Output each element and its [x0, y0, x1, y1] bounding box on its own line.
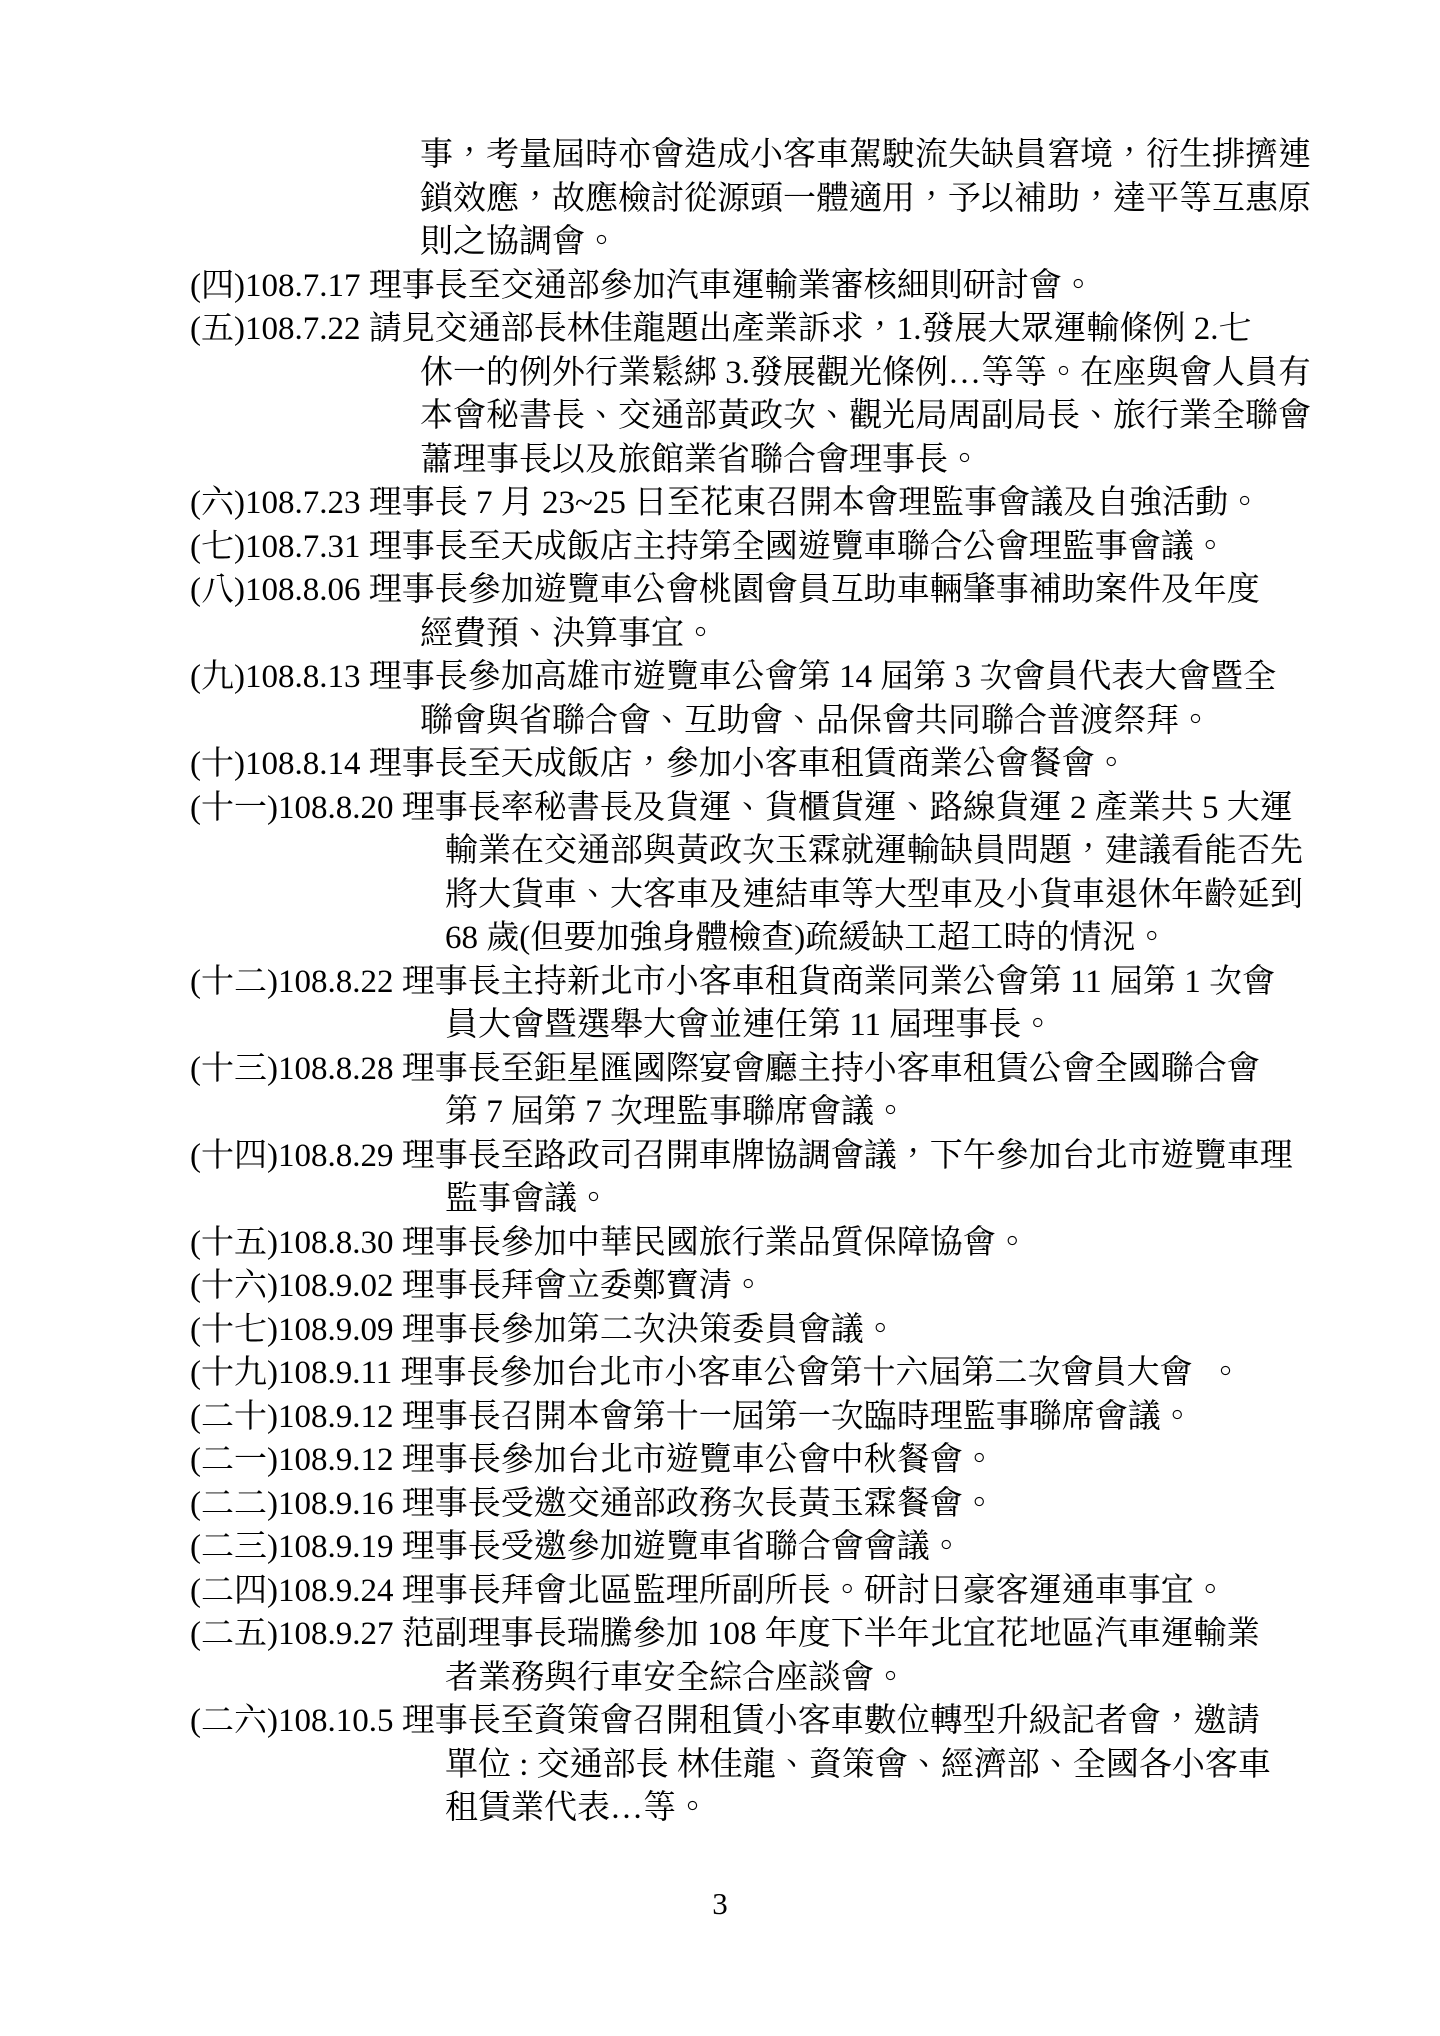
document-line: 經費預、決算事宜。 — [420, 615, 717, 652]
document-line: 單位 : 交通部長 林佳龍、資策會、經濟部、全國各小客車 — [445, 1746, 1271, 1783]
document-line: (十六)108.9.02 理事長拜會立委鄭寶清。 — [190, 1268, 765, 1304]
document-line: 輸業在交通部與黃政次玉霖就運輸缺員問題，建議看能否先 — [445, 833, 1303, 869]
document-line: (十二)108.8.22 理事長主持新北市小客車租貨商業同業公會第 11 屆第 1 次會 — [190, 963, 1276, 1000]
document-line: (十七)108.9.09 理事長參加第二次決策委員會議。 — [190, 1311, 897, 1348]
document-line: 租賃業代表…等。 — [445, 1790, 709, 1826]
document-line: 鎖效應，故應檢討從源頭一體適用，予以補助，達平等互惠原 — [420, 180, 1311, 217]
document-line: (二六)108.10.5 理事長至資策會召開租賃小客車數位轉型升級記者會，邀請 — [190, 1703, 1260, 1739]
document-line: (七)108.7.31 理事長至天成飯店主持第全國遊覽車聯合公會理監事會議。 — [190, 528, 1227, 565]
document-line: (二三)108.9.19 理事長受邀參加遊覽車省聯合會會議。 — [190, 1529, 963, 1565]
document-body — [0, 134, 1440, 1831]
document-line: 休一的例外行業鬆綁 3.發展觀光條例…等等。在座與會人員有 — [420, 354, 1311, 391]
document-line: (十)108.8.14 理事長至天成飯店，參加小客車租賃商業公會餐會。 — [190, 746, 1128, 782]
document-line: 員大會暨選舉大會並連任第 11 屆理事長。 — [445, 1007, 1055, 1043]
document-line: 68 歲(但要加強身體檢查)疏緩缺工超工時的情況。 — [445, 920, 1169, 956]
document-line: (四)108.7.17 理事長至交通部參加汽車運輸業審核細則研討會。 — [190, 267, 1095, 304]
page-number: 3 — [712, 1886, 728, 1921]
document-line: 事，考量屆時亦會造成小客車駕駛流失缺員窘境，衍生排擠連 — [420, 137, 1311, 173]
document-line: (五)108.7.22 請見交通部長林佳龍題出產業訴求，1.發展大眾運輸條例 2.七 — [190, 311, 1252, 347]
document-line: (十九)108.9.11 理事長參加台北市小客車公會第十六屆第二次會員大會 。 — [190, 1355, 1243, 1391]
document-line: 者業務與行車安全綜合座談會。 — [445, 1659, 907, 1696]
document-line: 第 7 屆第 7 次理監事聯席會議。 — [445, 1094, 907, 1130]
document-line: (六)108.7.23 理事長 7 月 23~25 日至花東召開本會理監事會議及自強活動。 — [190, 485, 1262, 521]
document-line: (二二)108.9.16 理事長受邀交通部政務次長黃玉霖餐會。 — [190, 1485, 996, 1522]
document-line: (二五)108.9.27 范副理事長瑞騰參加 108 年度下半年北宜花地區汽車運輸業 — [190, 1616, 1260, 1652]
document-line: 本會秘書長、交通部黃政次、觀光局周副局長、旅行業全聯會 — [420, 398, 1311, 434]
document-line: 則之協調會。 — [420, 224, 618, 260]
document-line: (九)108.8.13 理事長參加高雄市遊覽車公會第 14 屆第 3 次會員代表大會暨全 — [190, 659, 1277, 695]
document-line: (八)108.8.06 理事長參加遊覽車公會桃園會員互助車輛肇事補助案件及年度 — [190, 572, 1260, 608]
document-line: 聯會與省聯合會、互助會、品保會共同聯合普渡祭拜。 — [420, 702, 1212, 739]
document-line: (十五)108.8.30 理事長參加中華民國旅行業品質保障協會。 — [190, 1224, 1029, 1261]
document-line: 蕭理事長以及旅館業省聯合會理事長。 — [420, 441, 981, 478]
document-line: (十一)108.8.20 理事長率秘書長及貨運、貨櫃貨運、路線貨運 2 產業共 5 大運 — [190, 789, 1293, 826]
document-line: (十三)108.8.28 理事長至鉅星匯國際宴會廳主持小客車租賃公會全國聯合會 — [190, 1050, 1260, 1087]
document-line: (二四)108.9.24 理事長拜會北區監理所副所長。研討日豪客運通車事宜。 — [190, 1572, 1227, 1609]
document-line: (二十)108.9.12 理事長召開本會第十一屆第一次臨時理監事聯席會議。 — [190, 1398, 1194, 1435]
document-line: (十四)108.8.29 理事長至路政司召開車牌協調會議，下午參加台北市遊覽車理 — [190, 1137, 1293, 1174]
document-line: 監事會議。 — [445, 1181, 610, 1217]
document-line: (二一)108.9.12 理事長參加台北市遊覽車公會中秋餐會。 — [190, 1442, 996, 1478]
document-line: 將大貨車、大客車及連結車等大型車及小貨車退休年齡延到 — [445, 876, 1303, 913]
